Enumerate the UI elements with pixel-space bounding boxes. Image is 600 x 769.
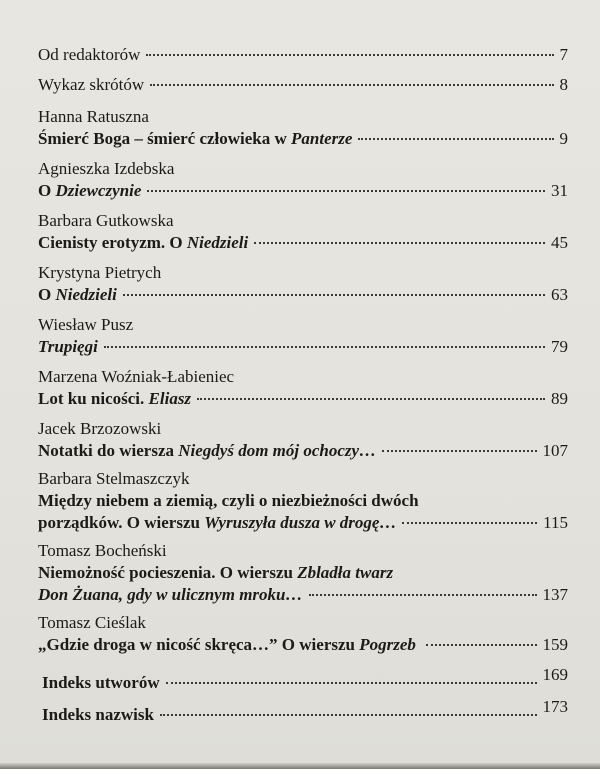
entry-author: Krystyna Pietrych (38, 263, 162, 282)
entry-title: O Niedzieli (38, 285, 117, 304)
entry-title: Od redaktorów (38, 45, 141, 64)
dot-leader (309, 594, 537, 596)
dot-leader (146, 54, 553, 56)
page-number: 45 (551, 233, 568, 252)
dot-leader (254, 242, 545, 244)
dot-leader (358, 138, 553, 140)
entry-title: Indeks utworów (42, 673, 160, 692)
entry-author: Tomasz Cieślak (38, 613, 146, 632)
page-number: 63 (551, 285, 568, 304)
page-number: 173 (542, 697, 568, 716)
toc-entry-wykaz-skrotow (38, 74, 568, 96)
page-number: 89 (551, 389, 568, 408)
dot-leader (160, 714, 537, 716)
dot-leader (147, 190, 545, 192)
toc-entry-indeks-nazwisk (38, 697, 568, 726)
toc-entry-bochenski (38, 540, 568, 606)
entry-title: Don Żuana, gdy w ulicznym mroku… (38, 585, 303, 604)
entry-title: Śmierć Boga – śmierć człowieka w Panterze (38, 129, 353, 148)
toc-entry-od-redaktorow (38, 44, 568, 66)
toc-entry-cieslak (38, 612, 568, 656)
toc-entry-stelmaszczyk (38, 468, 568, 534)
entry-author: Hanna Ratuszna (38, 107, 149, 126)
page-number: 115 (543, 513, 568, 532)
toc-entry-gutkowska (38, 210, 568, 254)
entry-title: porządków. O wierszu Wyruszyła dusza w drogę… (38, 513, 397, 532)
page-number: 159 (542, 635, 568, 654)
page-number: 7 (559, 45, 568, 64)
page-number: 31 (551, 181, 568, 200)
toc-entry-pietrych (38, 262, 568, 306)
entry-title-line-1: Między niebem a ziemią, czyli o niezbieżności dwóch (38, 491, 419, 510)
entry-author: Tomasz Bocheński (38, 541, 167, 560)
dot-leader (166, 682, 537, 684)
entry-title: Lot ku nicości. Eliasz (38, 389, 192, 408)
entry-title: Notatki do wiersza Niegdyś dom mój ochoczy… (38, 441, 377, 460)
entry-author: Jacek Brzozowski (38, 419, 162, 438)
dot-leader (426, 644, 537, 646)
entry-title: Wykaz skrótów (38, 75, 145, 94)
entry-title: „Gdzie droga w nicość skręca…” O wierszu Pogrzeb (38, 635, 416, 654)
toc-entry-pusz (38, 314, 568, 358)
toc-entry-indeks-utworow (38, 665, 568, 694)
page-number: 169 (542, 665, 568, 684)
toc-entry-ratuszna (38, 106, 568, 150)
dot-leader (382, 450, 536, 452)
page-number: 8 (559, 75, 568, 94)
entry-author: Agnieszka Izdebska (38, 159, 175, 178)
toc-entry-brzozowski (38, 418, 568, 462)
page-number: 9 (559, 129, 568, 148)
page-number: 137 (542, 585, 568, 604)
entry-title: Cienisty erotyzm. O Niedzieli (38, 233, 249, 252)
dot-leader (150, 84, 553, 86)
entry-title: O Dziewczynie (38, 181, 142, 200)
dot-leader (197, 398, 545, 400)
dot-leader (104, 346, 545, 348)
toc-entry-izdebska (38, 158, 568, 202)
entry-title: Indeks nazwisk (42, 705, 154, 724)
entry-title: Trupięgi (38, 337, 98, 356)
dot-leader (402, 522, 537, 524)
page-bottom-edge (0, 763, 600, 769)
page-number: 79 (551, 337, 568, 356)
dot-leader (123, 294, 545, 296)
entry-title-line-1: Niemożność pocieszenia. O wierszu Zbladła twarz (38, 563, 394, 582)
page-number: 107 (542, 441, 568, 460)
entry-author: Wiesław Pusz (38, 315, 134, 334)
entry-author: Marzena Woźniak-Łabieniec (38, 367, 235, 386)
entry-author: Barbara Stelmaszczyk (38, 469, 190, 488)
entry-author: Barbara Gutkowska (38, 211, 174, 230)
toc-entry-wozniak-labieniec (38, 366, 568, 410)
